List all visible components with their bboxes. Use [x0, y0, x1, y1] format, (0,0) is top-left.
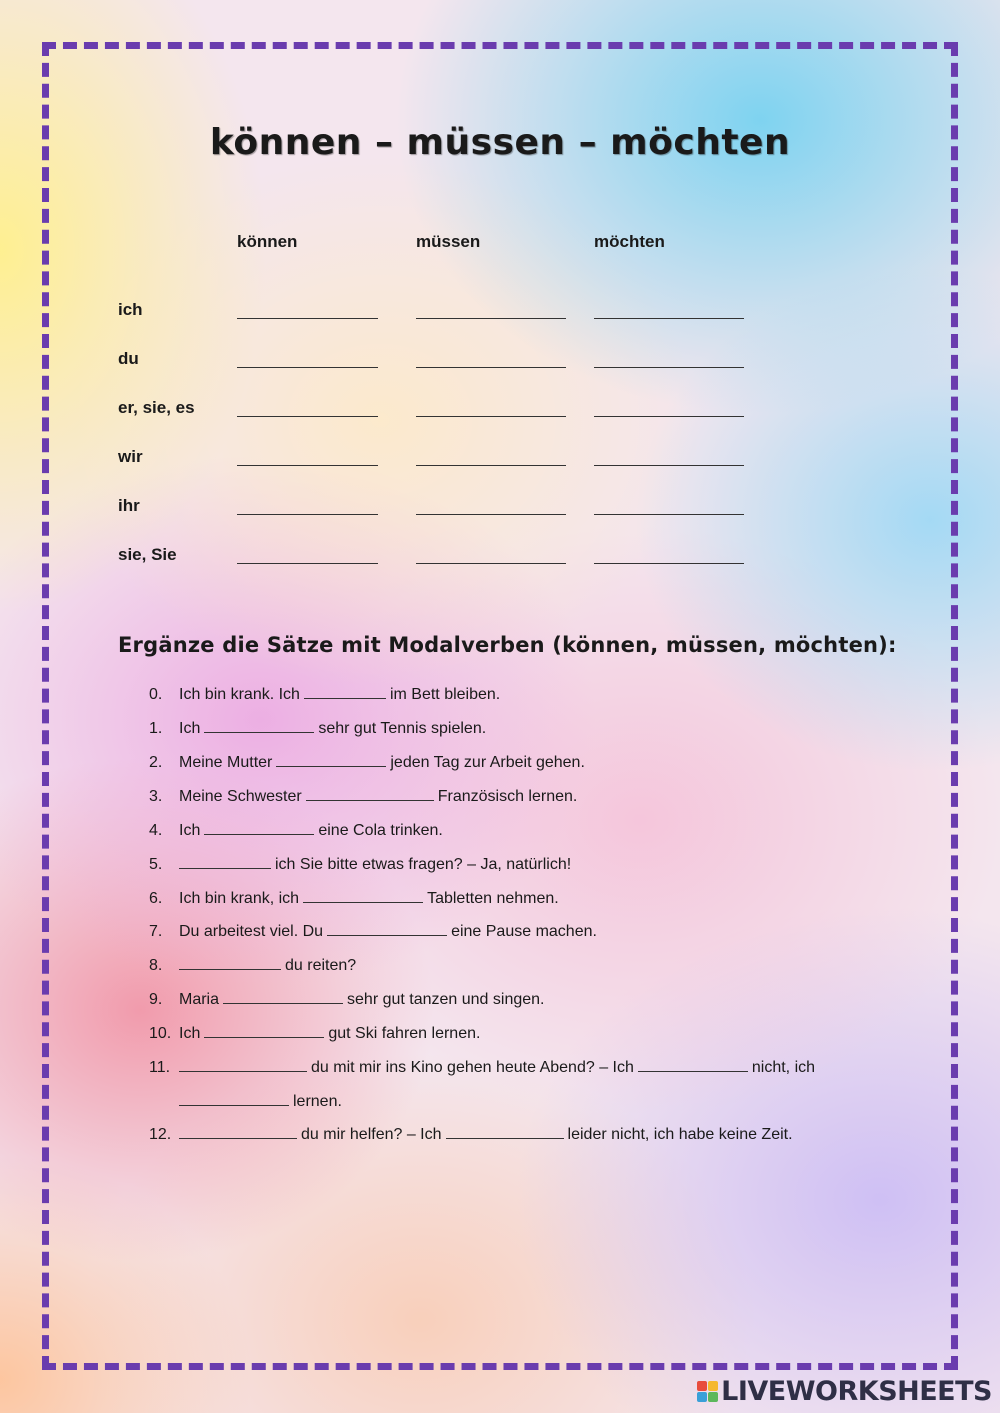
pronoun-sie-Sie: sie, Sie: [118, 545, 177, 564]
exercise-text: Ich: [179, 1025, 201, 1042]
exercise-number: 10.: [149, 1025, 172, 1042]
exercise-text: Französisch lernen.: [437, 788, 578, 805]
exercise-item: [149, 855, 571, 875]
exercise-text: Ich: [179, 720, 201, 737]
liveworksheets-logo-text: LIVEWORKSHEETS: [721, 1376, 992, 1407]
table-blank-line[interactable]: [416, 465, 566, 466]
exercise-item: [149, 719, 486, 739]
exercise-item: [149, 990, 545, 1010]
answer-blank[interactable]: [638, 1058, 748, 1072]
exercise-number: 9.: [149, 991, 163, 1008]
exercise-text: du reiten?: [285, 957, 357, 974]
table-blank-line[interactable]: [594, 367, 744, 368]
table-blank-line[interactable]: [416, 318, 566, 319]
liveworksheets-logo: [697, 1376, 992, 1407]
table-blank-line[interactable]: [594, 563, 744, 564]
exercise-text: du mit mir ins Kino gehen heute Abend? – Ich: [311, 1059, 634, 1076]
pronoun-ihr: ihr: [118, 496, 140, 515]
exercise-item: [149, 1125, 793, 1145]
exercise-text: gut Ski fahren lernen.: [328, 1025, 481, 1042]
answer-blank[interactable]: [276, 753, 386, 767]
answer-blank[interactable]: [446, 1125, 564, 1139]
exercise-item: [149, 753, 585, 773]
exercise-text: nicht, ich: [751, 1059, 816, 1076]
exercise-text: Tabletten nehmen.: [427, 890, 559, 907]
exercise-text: leider nicht, ich habe keine Zeit.: [567, 1126, 793, 1143]
dashed-page-border: [42, 42, 958, 1370]
pronoun-ich: ich: [118, 300, 143, 319]
exercise-number: 7.: [149, 923, 163, 940]
logo-square-green: [708, 1392, 718, 1402]
exercise-text: eine Cola trinken.: [318, 822, 443, 839]
table-blank-line[interactable]: [237, 563, 378, 564]
table-blank-line[interactable]: [237, 318, 378, 319]
exercise-text: Meine Mutter: [179, 754, 273, 771]
table-blank-line[interactable]: [594, 514, 744, 515]
answer-blank[interactable]: [179, 956, 281, 970]
exercise-number: 12.: [149, 1126, 172, 1143]
exercise-item: [149, 956, 356, 976]
exercise-number: 6.: [149, 890, 163, 907]
answer-blank[interactable]: [204, 1024, 324, 1038]
table-blank-line[interactable]: [237, 514, 378, 515]
table-blank-line[interactable]: [237, 465, 378, 466]
page-title: können – müssen – möchten: [209, 122, 791, 163]
answer-blank[interactable]: [223, 990, 343, 1004]
exercise-text: Du arbeitest viel. Du: [179, 923, 324, 940]
answer-blank[interactable]: [306, 787, 434, 801]
exercise-item: [149, 685, 500, 705]
exercise-item: [149, 787, 577, 807]
exercise-text: Maria: [179, 991, 220, 1008]
exercise-number: 11.: [149, 1059, 171, 1076]
answer-blank[interactable]: [179, 1092, 289, 1106]
logo-square-blue: [697, 1392, 707, 1402]
column-header-koennen: können: [237, 232, 298, 251]
exercise-item: [149, 1024, 480, 1044]
column-header-moechten: möchten: [594, 232, 665, 251]
exercise-item: [149, 922, 597, 942]
table-blank-line[interactable]: [416, 514, 566, 515]
exercise-text: Ich bin krank, ich: [179, 890, 300, 907]
answer-blank[interactable]: [179, 1058, 307, 1072]
answer-blank[interactable]: [179, 1125, 297, 1139]
exercise-text: lernen.: [293, 1093, 342, 1110]
table-blank-line[interactable]: [416, 416, 566, 417]
liveworksheets-logo-icon: [697, 1381, 718, 1402]
exercise-text: eine Pause machen.: [451, 923, 597, 940]
table-blank-line[interactable]: [594, 318, 744, 319]
exercise-text: Ich: [179, 822, 201, 839]
exercise-number: 2.: [149, 754, 163, 771]
table-blank-line[interactable]: [416, 367, 566, 368]
exercise-text: du mir helfen? – Ich: [301, 1126, 442, 1143]
exercise-number: 5.: [149, 856, 163, 873]
exercise-text: sehr gut tanzen und singen.: [347, 991, 545, 1008]
column-header-muessen: müssen: [416, 232, 481, 251]
logo-square-yellow: [708, 1381, 718, 1391]
pronoun-du: du: [118, 349, 139, 368]
table-blank-line[interactable]: [594, 416, 744, 417]
exercise-number: 3.: [149, 788, 163, 805]
exercise-text: im Bett bleiben.: [389, 686, 501, 703]
exercise-text: jeden Tag zur Arbeit gehen.: [390, 754, 585, 771]
exercise-text: Meine Schwester: [179, 788, 302, 805]
exercise-number: 4.: [149, 822, 163, 839]
exercise-item: [149, 1058, 815, 1078]
logo-square-red: [697, 1381, 707, 1391]
table-blank-line[interactable]: [237, 416, 378, 417]
table-blank-line[interactable]: [237, 367, 378, 368]
exercise-text: sehr gut Tennis spielen.: [318, 720, 487, 737]
exercise-item: [149, 889, 559, 909]
answer-blank[interactable]: [204, 719, 314, 733]
answer-blank[interactable]: [327, 922, 447, 936]
answer-blank[interactable]: [204, 821, 314, 835]
table-blank-line[interactable]: [594, 465, 744, 466]
exercise-item: [149, 821, 443, 841]
pronoun-wir: wir: [118, 447, 143, 466]
answer-blank[interactable]: [303, 889, 423, 903]
exercise-item: [149, 1092, 342, 1112]
table-blank-line[interactable]: [416, 563, 566, 564]
pronoun-er-sie-es: er, sie, es: [118, 398, 195, 417]
exercise-text: Ich bin krank. Ich: [179, 686, 300, 703]
exercise-number: 8.: [149, 957, 163, 974]
answer-blank[interactable]: [304, 685, 386, 699]
exercise-number: 0.: [149, 686, 163, 703]
exercise-number: 1.: [149, 720, 163, 737]
answer-blank[interactable]: [179, 855, 271, 869]
exercise-text: ich Sie bitte etwas fragen? – Ja, natürlich!: [275, 856, 572, 873]
exercise-heading: Ergänze die Sätze mit Modalverben (können, müssen, möchten):: [118, 633, 897, 657]
